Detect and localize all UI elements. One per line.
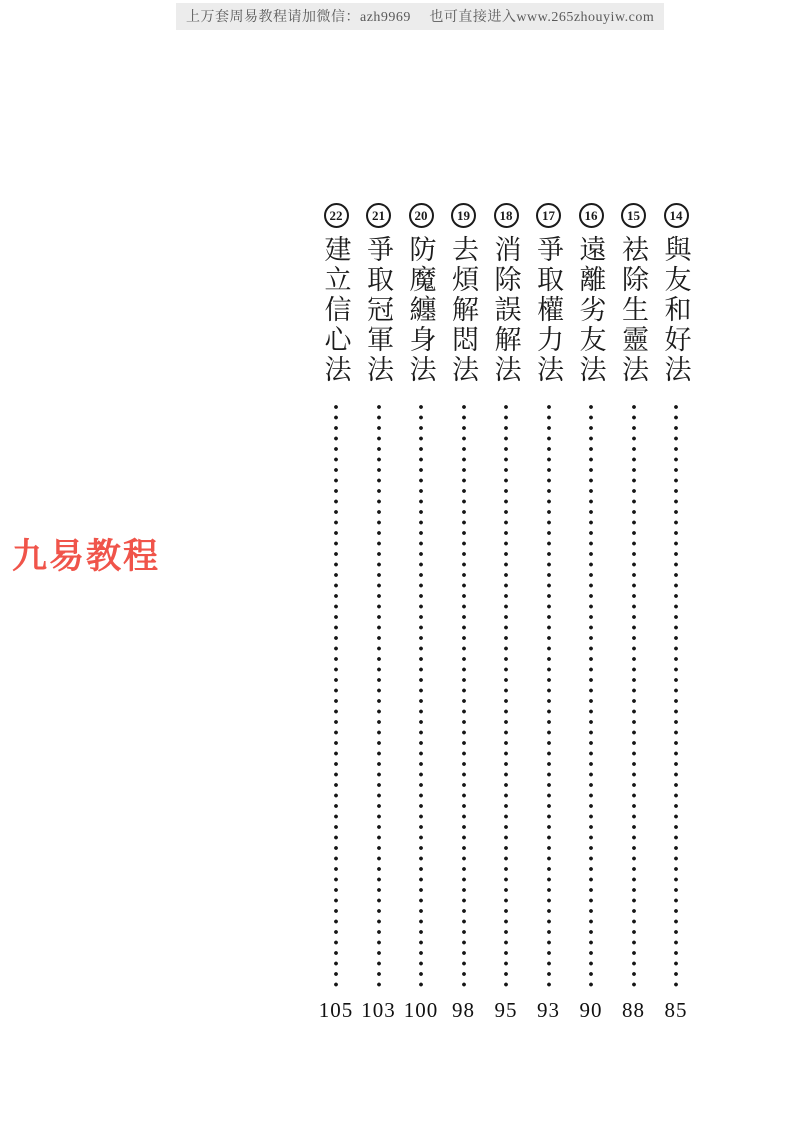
entry-page-number: 90 [579, 998, 603, 1022]
entry-title: 爭取冠軍法 [363, 235, 393, 385]
toc-entry [318, 203, 354, 1025]
entry-page-number: 93 [537, 998, 560, 1022]
entry-title: 去煩解悶法 [448, 235, 478, 385]
toc-entry [446, 203, 482, 1025]
site-watermark-text: 九易教程 [12, 537, 161, 577]
entry-title: 建立信心法 [320, 235, 351, 385]
entry-number-badge: 20 [409, 203, 434, 228]
toc-entry [403, 203, 439, 1025]
entry-page-number: 85 [664, 998, 688, 1022]
entry-page-number: 98 [452, 998, 475, 1022]
entry-page-number: 100 [403, 998, 439, 1022]
dotted-leader [333, 403, 339, 989]
dotted-leader [418, 403, 424, 989]
dotted-leader [673, 403, 679, 989]
toc-columns [318, 203, 694, 1025]
dotted-leader [546, 403, 552, 989]
dotted-leader [503, 403, 509, 989]
entry-number-badge: 17 [536, 203, 561, 228]
entry-title: 與友和好法 [660, 235, 691, 385]
entry-title: 防魔纏身法 [405, 235, 436, 385]
header-watermark [176, 3, 664, 30]
entry-number-badge: 14 [664, 203, 689, 228]
entry-page-number: 103 [361, 998, 396, 1022]
entry-title: 遠離劣友法 [575, 235, 606, 385]
toc-entry [361, 203, 397, 1025]
toc-entry [658, 203, 694, 1025]
entry-number-badge: 21 [366, 203, 391, 228]
dotted-leader [376, 403, 382, 989]
entry-title: 消除誤解法 [490, 235, 521, 385]
entry-number-badge: 22 [324, 203, 349, 228]
entry-number-badge: 19 [451, 203, 476, 228]
toc-entry [488, 203, 524, 1025]
entry-page-number: 105 [318, 998, 354, 1022]
toc-entry [573, 203, 609, 1025]
entry-number-badge: 15 [621, 203, 646, 228]
dotted-leader [461, 403, 467, 989]
entry-title: 祛除生靈法 [618, 235, 648, 385]
toc-entry [616, 203, 652, 1025]
entry-number-badge: 18 [494, 203, 519, 228]
header-watermark-text: 上万套周易教程请加微信：azh9969 也可直接进入www.265zhouyiw.com [186, 10, 655, 25]
dotted-leader [631, 403, 637, 989]
entry-page-number: 95 [494, 998, 518, 1022]
entry-number-badge: 16 [579, 203, 604, 228]
toc-entry [531, 203, 567, 1025]
entry-page-number: 88 [622, 998, 645, 1022]
entry-title: 爭取權力法 [533, 235, 563, 385]
dotted-leader [588, 403, 594, 989]
